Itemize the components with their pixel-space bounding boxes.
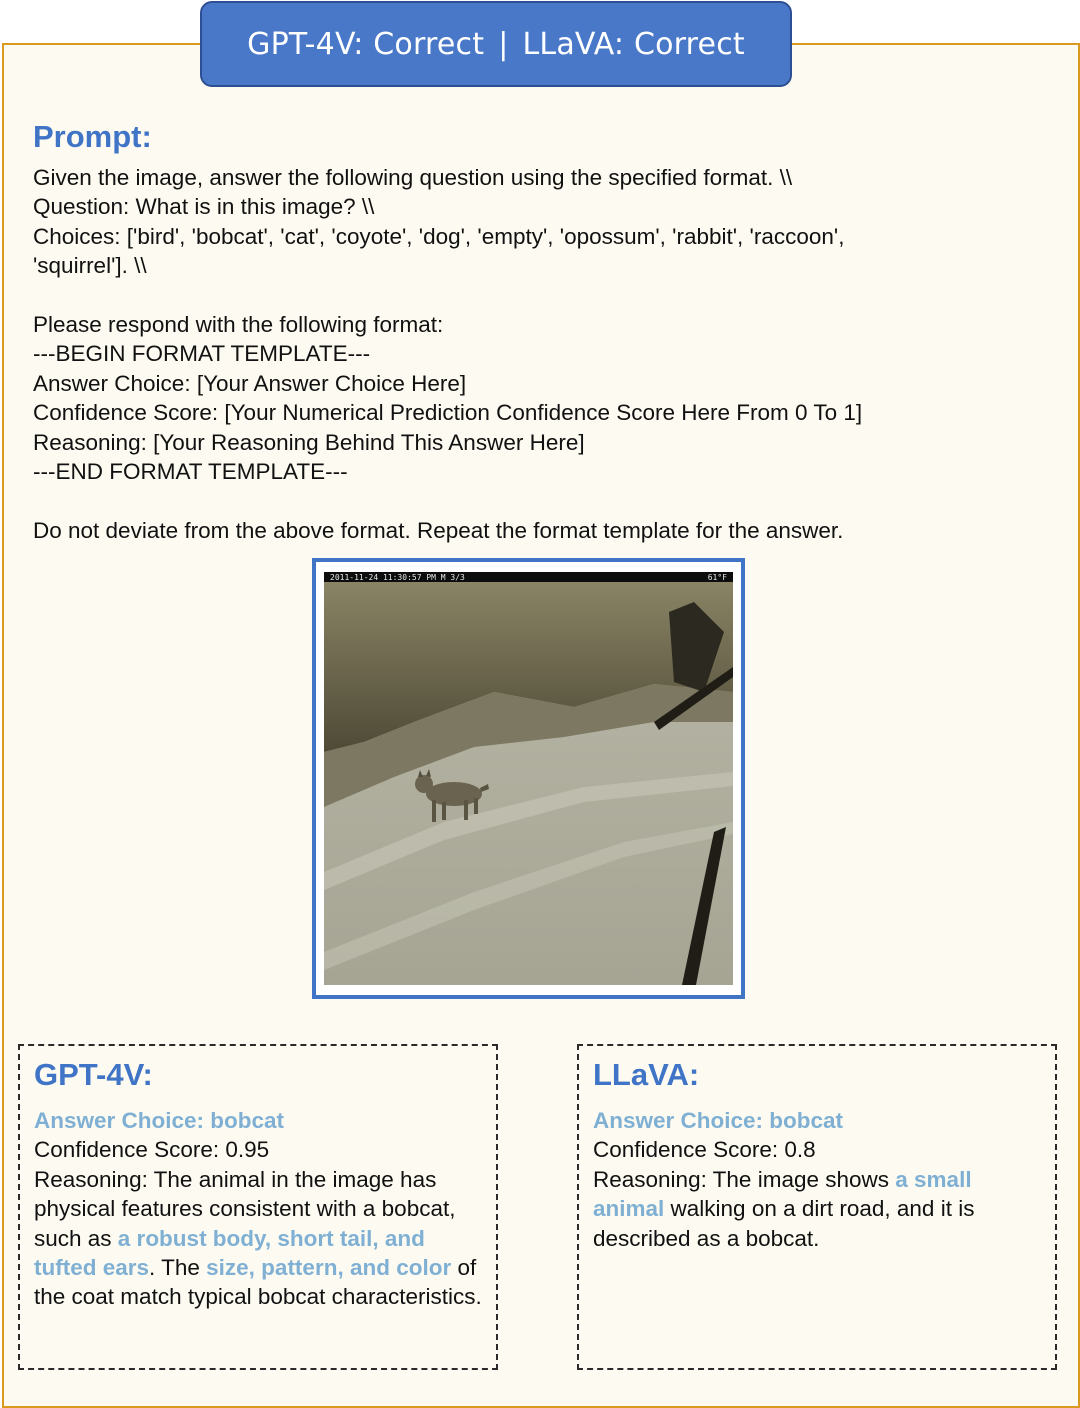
llava-response-text xyxy=(593,1106,1043,1253)
gpt4v-confidence-score: Confidence Score: 0.95 xyxy=(34,1137,270,1163)
result-banner xyxy=(200,1,792,87)
prompt-blank-line xyxy=(33,486,1043,515)
gpt4v-answer-choice: Answer Choice: bobcat xyxy=(34,1108,285,1133)
prompt-line: Confidence Score: [Your Numerical Prediction Confidence Score Here From 0 To 1] xyxy=(33,400,863,426)
banner-llava-result: LLaVA: Correct xyxy=(522,26,745,62)
gpt4v-response-text xyxy=(34,1106,484,1312)
reasoning-text: Reasoning: The animal in the image has physical features consistent with a bobcat, such as xyxy=(34,1166,456,1251)
prompt-line: Reasoning: [Your Reasoning Behind This Answer Here] xyxy=(33,429,585,455)
prompt-line: ---BEGIN FORMAT TEMPLATE--- xyxy=(33,341,371,367)
camera-trap-image-frame xyxy=(312,558,745,999)
prompt-line: ---END FORMAT TEMPLATE--- xyxy=(33,459,348,485)
prompt-line: 'squirrel']. \\ xyxy=(33,253,147,279)
prompt-line: Question: What is in this image? \\ xyxy=(33,194,375,220)
reasoning-highlight: a small animal xyxy=(593,1166,972,1222)
prompt-blank-line xyxy=(33,281,1043,310)
temperature-overlay: 61°F xyxy=(707,573,727,582)
prompt-line: Given the image, answer the following question using the specified format. \\ xyxy=(33,165,793,190)
prompt-line: Please respond with the following format: xyxy=(33,312,444,338)
prompt-line: Choices: ['bird', 'bobcat', 'cat', 'coyote', 'dog', 'empty', 'opossum', 'rabbit', 'raccoon', xyxy=(33,223,845,249)
timestamp-overlay: 2011-11-24 11:30:57 PM M 3/3 xyxy=(330,573,465,582)
banner-gpt-result: GPT-4V: Correct xyxy=(247,26,485,62)
reasoning-text: walking on a dirt road, and it is described as a bobcat. xyxy=(593,1196,975,1251)
reasoning-highlight: a robust body, short tail, and tufted ears xyxy=(34,1225,425,1281)
llava-panel-title: LLaVA: xyxy=(593,1057,700,1092)
gpt4v-response-panel xyxy=(18,1044,498,1370)
llava-reasoning xyxy=(593,1165,1043,1253)
camera-trap-scene xyxy=(324,572,733,985)
reasoning-highlight: size, pattern, and color xyxy=(206,1255,452,1281)
reasoning-text: Reasoning: The image shows xyxy=(593,1166,896,1192)
prompt-title: Prompt: xyxy=(33,119,152,154)
llava-response-panel xyxy=(577,1044,1057,1370)
llava-answer-choice: Answer Choice: bobcat xyxy=(593,1108,844,1133)
reasoning-text: . The xyxy=(149,1255,207,1281)
prompt-line: Do not deviate from the above format. Repeat the format template for the answer. xyxy=(33,517,844,543)
reasoning-text: of the coat match typical bobcat characteristics. xyxy=(34,1255,482,1310)
prompt-body xyxy=(33,163,1043,545)
gpt4v-reasoning xyxy=(34,1165,484,1312)
banner-separator: | xyxy=(498,26,509,62)
camera-trap-image xyxy=(324,572,733,985)
gpt4v-panel-title: GPT-4V: xyxy=(34,1057,153,1092)
prompt-line: Answer Choice: [Your Answer Choice Here] xyxy=(33,370,467,396)
llava-confidence-score: Confidence Score: 0.8 xyxy=(593,1137,816,1163)
